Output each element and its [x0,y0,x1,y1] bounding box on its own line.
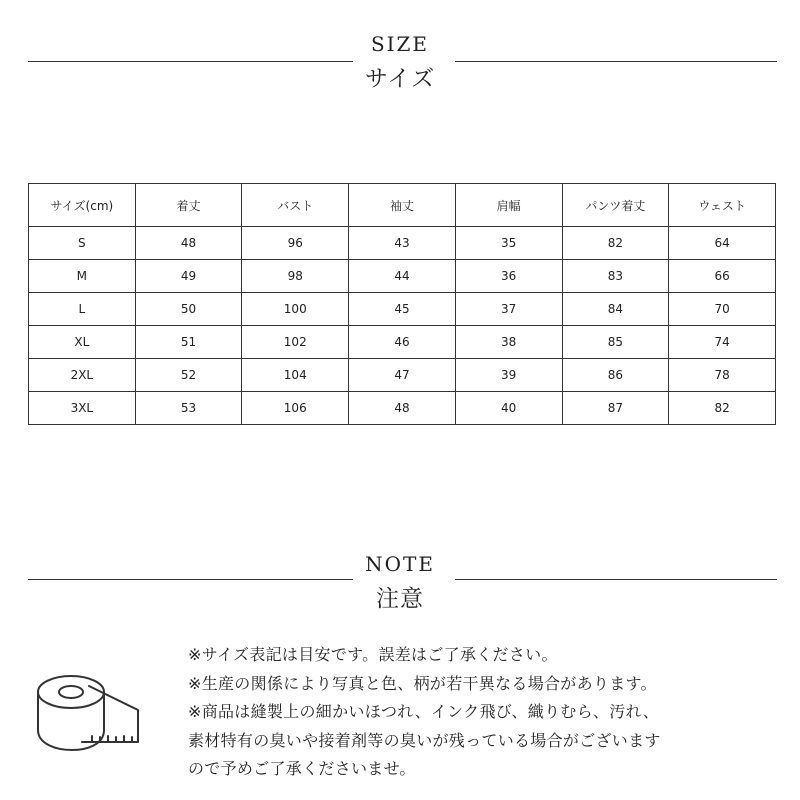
table-cell: L [29,293,136,326]
table-cell: 100 [242,293,349,326]
table-cell: 40 [455,392,562,425]
table-cell: 78 [669,359,776,392]
note-line: 素材特有の臭いや接着剤等の臭いが残っている場合がございます [188,730,661,750]
table-cell: 86 [562,359,669,392]
table-cell: XL [29,326,136,359]
header-length: 着丈 [135,184,242,227]
note-title-jp: 注意 [376,586,424,612]
header-waist: ウェスト [669,184,776,227]
note-line: ので予めご了承くださいませ。 [188,759,416,778]
table-cell: 70 [669,293,776,326]
table-cell: 74 [669,326,776,359]
header-size: サイズ(cm) [29,184,136,227]
table-cell: 82 [562,227,669,260]
table-cell: 36 [455,260,562,293]
note-line: ※商品は縫製上の細かいほつれ、インク飛び、織りむら、汚れ、 [188,702,660,721]
note-title-en: NOTE [365,552,435,576]
table-cell: 50 [135,293,242,326]
note-line: ※サイズ表記は目安です。誤差はご了承ください。 [188,645,558,664]
table-cell: 48 [135,227,242,260]
table-cell: 84 [562,293,669,326]
table-cell: 47 [349,359,456,392]
size-table [28,183,776,425]
table-row [29,326,776,359]
header-shoulder: 肩幅 [455,184,562,227]
table-cell: 51 [135,326,242,359]
measuring-tape-icon [34,658,146,762]
table-cell: S [29,227,136,260]
size-title-jp: サイズ [364,66,436,92]
table-cell: 98 [242,260,349,293]
table-cell: 66 [669,260,776,293]
table-cell: 64 [669,227,776,260]
table-row [29,227,776,260]
table-cell: 44 [349,260,456,293]
table-cell: 39 [455,359,562,392]
table-cell: 102 [242,326,349,359]
size-title-en: SIZE [370,32,430,56]
table-cell: 104 [242,359,349,392]
table-cell: 45 [349,293,456,326]
notes-block [188,641,788,784]
size-table-header-row [29,184,776,227]
header-pants-length: パンツ着丈 [562,184,669,227]
table-cell: 52 [135,359,242,392]
note-line: ※生産の関係により写真と色、柄が若干異なる場合があります。 [188,673,657,693]
table-row [29,392,776,425]
table-row [29,293,776,326]
header-bust: バスト [242,184,349,227]
table-cell: 96 [242,227,349,260]
table-cell: 85 [562,326,669,359]
table-cell: 48 [349,392,456,425]
header-sleeve: 袖丈 [349,184,456,227]
table-cell: 46 [349,326,456,359]
table-cell: M [29,260,136,293]
table-row [29,260,776,293]
table-cell: 53 [135,392,242,425]
table-cell: 35 [455,227,562,260]
table-cell: 106 [242,392,349,425]
table-cell: 87 [562,392,669,425]
table-cell: 49 [135,260,242,293]
table-row [29,359,776,392]
table-cell: 37 [455,293,562,326]
table-cell: 3XL [29,392,136,425]
table-cell: 83 [562,260,669,293]
table-cell: 43 [349,227,456,260]
table-cell: 82 [669,392,776,425]
table-cell: 2XL [29,359,136,392]
table-cell: 38 [455,326,562,359]
